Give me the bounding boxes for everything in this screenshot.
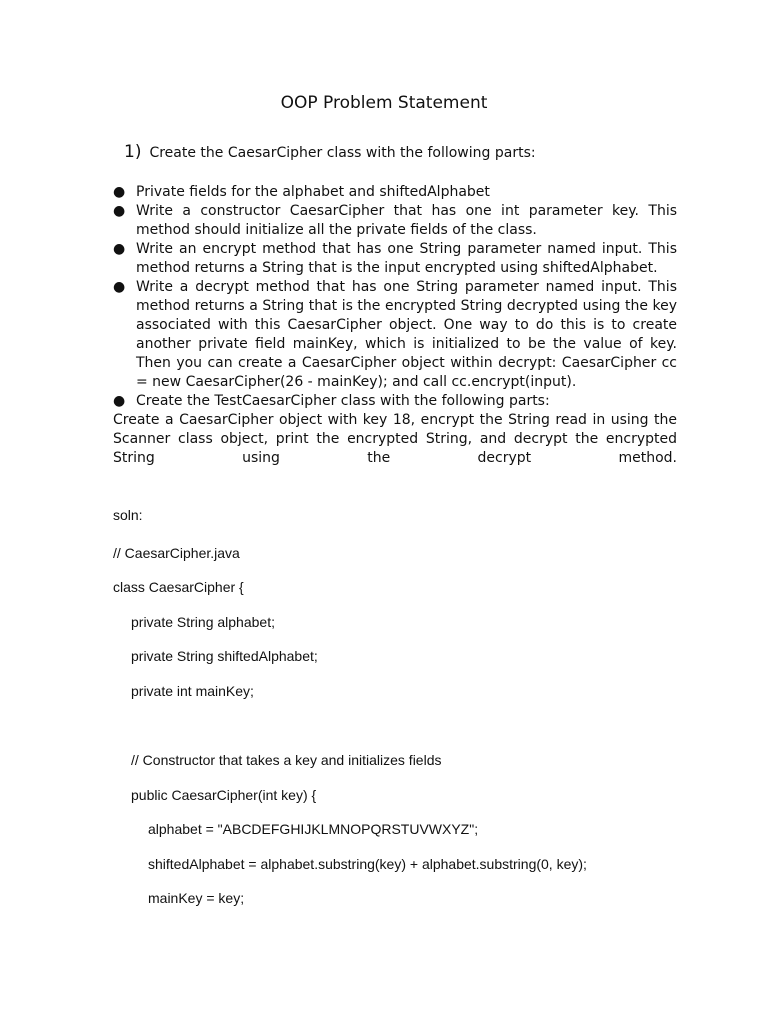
list-item [113, 202, 677, 240]
list-item-text: Write a decrypt method that has one String parameter named input. This method returns a String that is the encrypted String decrypted using the key associated with this CaesarCipher object. One way to do this is to create another private field mainKey, which is initialized to be the value of key. Then you can create a CaesarCipher object within decrypt: CaesarCipher cc = new CaesarCipher(26 - mainKey); and call cc.encrypt(input). [136, 279, 677, 390]
code-line: alphabet = "ABCDEFGHIJKLMNOPQRSTUVWXYZ"; [148, 821, 479, 837]
list-item [113, 278, 677, 392]
list-item-text: Create the TestCaesarCipher class with the following parts: [136, 393, 550, 409]
document-title: OOP Problem Statement [280, 93, 488, 113]
code-line: // Constructor that takes a key and initializes fields [131, 752, 442, 768]
code-line: private int mainKey; [131, 683, 254, 699]
requirements-list [113, 183, 677, 411]
task-text: Create the CaesarCipher class with the following parts: [149, 145, 536, 161]
list-item-text: Private fields for the alphabet and shiftedAlphabet [136, 184, 490, 200]
list-item [113, 240, 677, 278]
code-line: mainKey = key; [148, 890, 245, 906]
bullet-icon: ● [113, 184, 126, 200]
list-item [113, 392, 677, 411]
code-line: // CaesarCipher.java [113, 545, 240, 561]
list-item [113, 183, 677, 202]
code-line: shiftedAlphabet = alphabet.substring(key) + alphabet.substring(0, key); [148, 856, 587, 872]
task-heading [124, 142, 536, 163]
list-item-text: Write an encrypt method that has one String parameter named input. This method returns a String that is the input encrypted using shiftedAlphabet. [136, 241, 677, 276]
task-number: 1) [124, 142, 142, 162]
bullet-icon: ● [113, 279, 126, 295]
code-line: public CaesarCipher(int key) { [131, 787, 317, 803]
bullet-icon: ● [113, 393, 126, 409]
bullet-icon: ● [113, 203, 126, 219]
bullet-icon: ● [113, 241, 126, 257]
code-line: private String alphabet; [131, 614, 275, 630]
test-class-paragraph: Create a CaesarCipher object with key 18, encrypt the String read in using the Scanner class object, print the encrypted String, and decrypt the encrypted String using the decrypt method. [113, 412, 677, 466]
code-line: private String shiftedAlphabet; [131, 648, 318, 664]
list-item-text: Write a constructor CaesarCipher that has one int parameter key. This method should initialize all the private fields of the class. [136, 203, 677, 238]
solution-label: soln: [113, 507, 143, 523]
code-line: class CaesarCipher { [113, 579, 244, 595]
